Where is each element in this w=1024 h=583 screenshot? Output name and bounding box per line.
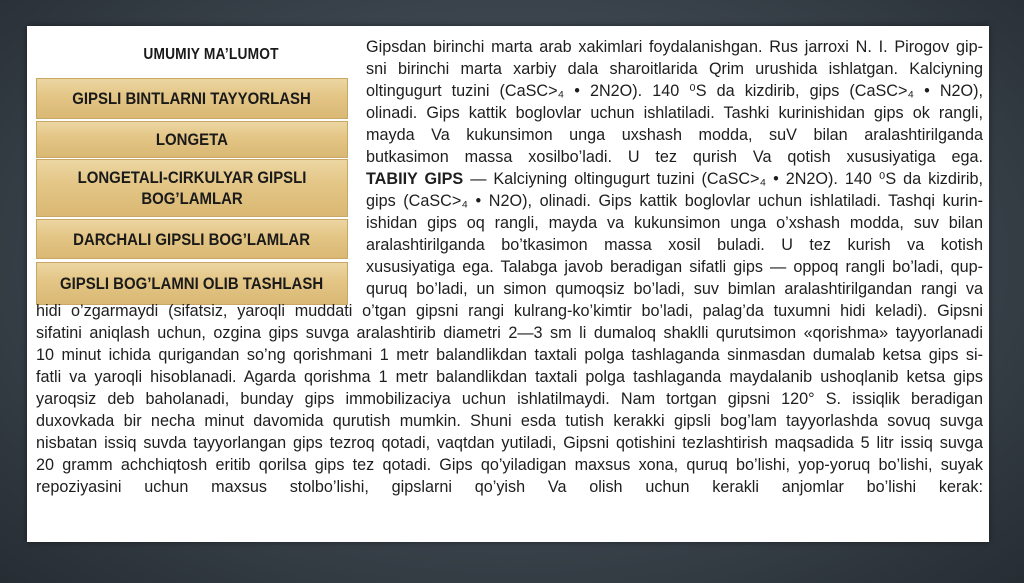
menu-item-longetali-cirkulyar[interactable]	[36, 159, 348, 217]
menu-item-longeta[interactable]	[36, 121, 348, 158]
menu-item-label: BOG’LAMLAR	[141, 189, 243, 208]
text-line: ishidan gips oq rangli, mayda va kukunsimon unga o’xshash modda, suv bilan	[366, 214, 983, 232]
menu-item-label: GIPSLI BOG’LAMNI OLIB TASHLASH	[60, 274, 324, 293]
text-line: quruq bo’ladi, un simon qumoqsiz bo’ladi, suv bimlan aralashtirilgandan rangi va	[366, 280, 983, 298]
text-line: xususiyatiga ega. Talabga javob beradigan sifatli gips — oppoq rangli bo’ladi, qup-	[366, 258, 983, 276]
text-line: oltingugurt tuzini (CaSC>₄ • 2N2O). 140 ⁰S da kizdirib, gips (CaSC>₄ • N2O),	[366, 82, 983, 100]
menu-item-gipsli-bintlar[interactable]	[36, 78, 348, 119]
text-line: 10 minut ichida qurigandan so’ng qorishmani 1 metr balandlikdan taxtali polga tashlaganda sinmasdan dumalab ketsa gips si-	[36, 346, 983, 364]
sidebar-heading: UMUMIY MA’LUMOT	[143, 46, 279, 63]
text-line: nisbatan issiq suvda tayyorlangan gips tezroq qotadi, vaqtdan yutiladi, Gipsni qotishini tezlashtirish maqsadida 5 litr issiq suvga	[36, 434, 983, 452]
text-line: olinadi. Gips kattik boglovlar uchun ishlatiladi. Tashki kurinishidan gips ok rangli,	[366, 104, 983, 122]
slide	[27, 26, 989, 542]
menu-item-label: GIPSLI BINTLARNI TAYYORLASH	[72, 89, 312, 108]
text-line: Gipsdan birinchi marta arab xakimlari foydalanishgan. Rus jarroxi N. I. Pirogov gip-	[366, 38, 983, 56]
menu-item-darchali[interactable]	[36, 219, 348, 259]
text-line: 20 gramm achchiqtosh eritib qorilsa gips tez qotadi. Gips qo’yiladigan maxsus xona, quruq bo’lishi, yop-yoruq bo’lishi, suyak	[36, 456, 983, 474]
text-line: duxovkada bir necha minut davomida qurutish mumkin. Shuni esda tutish kerakki gipsli bog’lam tayyorlashda sovuq suvga	[36, 412, 983, 430]
text-line: repoziyasini uchun maxsus stolbo’lishi, gipslarni qo’yish Va olish uchun kerakli anjomlar bo’lishi kerak:	[36, 478, 983, 496]
text-line: butkasimon massa xosilbo’ladi. U tez qurish Va qotish xususiyatiga ega.	[366, 148, 983, 166]
menu-item-label: DARCHALI GIPSLI BOG’LAMLAR	[73, 229, 311, 249]
text-line: TABIIY GIPS — Kalciyning oltingugurt tuzini (CaSC>₄ • 2N2O). 140 ⁰S da kizdirib,	[366, 170, 983, 188]
menu-item-label: LONGETA	[155, 130, 229, 149]
text-line: sni birinchi marta xarbiy dala sharoitlarida Qrim urushida ishlatgan. Kalciyning	[366, 60, 983, 78]
menu-item-olib-tashlash[interactable]	[36, 262, 348, 305]
text-line: mayda Va kukunsimon unga uxshash modda, suV bilan aralashtirilganda	[366, 126, 983, 144]
menu-item-label: LONGETALI-CIRKULYAR GIPSLI	[77, 168, 307, 187]
text-line: hidi o’zgarmaydi (sifatsiz, yaroqli muddati o’tgan gipsni rangi kulrang-ko’kimtir bo’ladi, palag’da tuxumni hidi keladi). Gipsni	[36, 302, 983, 320]
text-line: fatli va yaroqli hisoblanadi. Agarda qorishma 1 metr balandlikdan taxtali polga tashlaganda maydalanib ushoqlanib ketsa gips	[36, 368, 983, 386]
text-line: yaroqsiz deb baholanadi, bunday gips immobilizaciya uchun ishlatilmaydi. Nam tortgan gipsni 120° S. issiqlik beradigan	[36, 390, 983, 408]
bold-term: TABIIY GIPS	[366, 170, 464, 188]
text-line: gips (CaSC>₄ • N2O), olinadi. Gips kattik boglovlar uchun ishlatiladi. Tashqi kurin-	[366, 192, 983, 210]
text-line: sifatini aniqlash uchun, ozgina gips suvga aralashtirib diametri 2—3 sm li dumaloq shaklli qurutsimon «qorishma» tayyorlanadi	[36, 324, 983, 342]
text-line: aralashtirilganda bo’tkasimon massa xosil buladi. U tez kurish va kotish	[366, 236, 983, 254]
